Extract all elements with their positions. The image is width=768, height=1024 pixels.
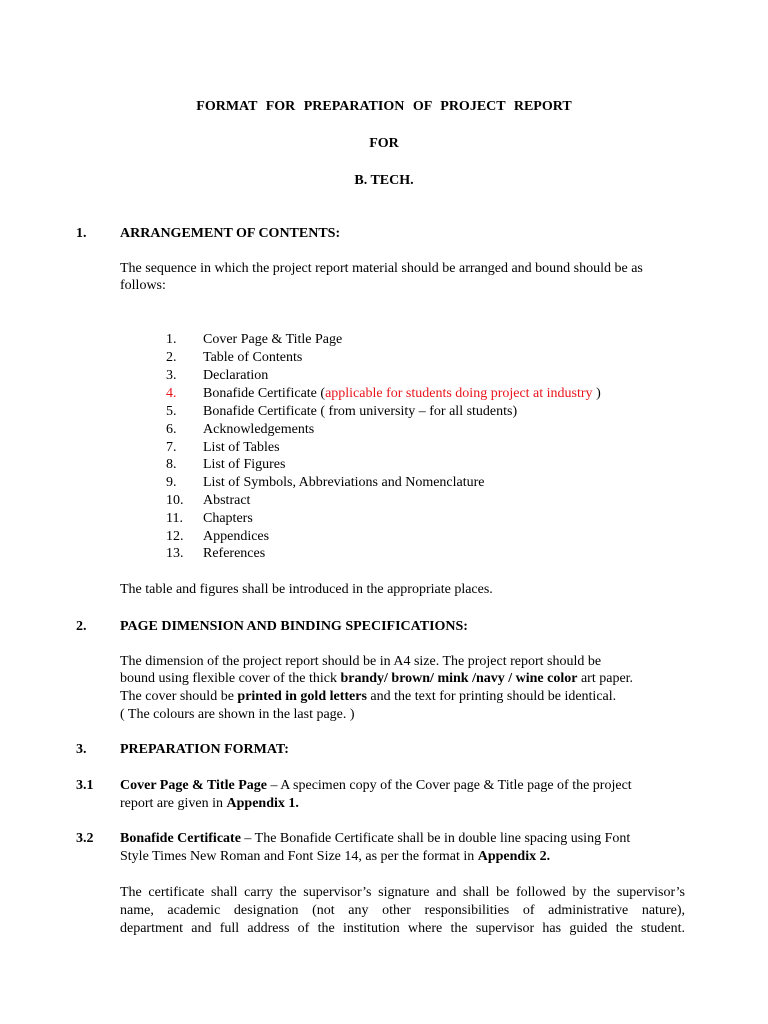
document-title-for: FOR — [369, 136, 399, 151]
certificate-para-line3: department and full address of the institution where the supervisor has guided the student. — [120, 921, 685, 936]
text-run: Style Times New Roman and Font Size 14, as per the format in — [120, 849, 478, 864]
section-2-number: 2. — [76, 619, 87, 634]
section-3-2-line2 — [120, 849, 550, 865]
text-run: – A specimen copy of the Cover page & Title page of the project — [266, 778, 632, 793]
section-1-intro-line2: follows: — [120, 278, 166, 293]
list-item-number: 5. — [166, 404, 177, 419]
section-2-line3 — [120, 689, 616, 705]
list-item-number: 11. — [166, 511, 183, 526]
section-2-heading: PAGE DIMENSION AND BINDING SPECIFICATIONS: — [120, 619, 468, 634]
list-item-number: 13. — [166, 546, 184, 561]
list-item: List of Tables — [203, 440, 280, 455]
list-item-number: 3. — [166, 368, 177, 383]
list-item-number: 6. — [166, 422, 177, 437]
section-1-number: 1. — [76, 226, 87, 241]
list-item-close: ) — [592, 386, 601, 401]
list-item-number: 12. — [166, 529, 184, 544]
list-item: Bonafide Certificate ( from university – for all students) — [203, 404, 518, 419]
list-item: Appendices — [203, 529, 270, 544]
certificate-para-line1: The certificate shall carry the supervisor’s signature and shall be followed by the supervisor’s — [120, 885, 685, 900]
section-3-heading: PREPARATION FORMAT: — [120, 742, 289, 757]
certificate-para-line2: name, academic designation (not any other responsibilities of administrative nature), — [120, 903, 685, 918]
section-1-heading: ARRANGEMENT OF CONTENTS: — [120, 226, 341, 241]
section-3-1-number: 3.1 — [76, 778, 94, 793]
text-run: bound using flexible cover of the thick — [120, 671, 341, 686]
list-item-number: 9. — [166, 475, 177, 490]
section-3-1-line1 — [120, 778, 632, 794]
section-2-line4: ( The colours are shown in the last page. ) — [120, 707, 355, 722]
subheading: Bonafide Certificate — [120, 831, 241, 846]
list-item: References — [203, 546, 266, 561]
list-item: Chapters — [203, 511, 253, 526]
bold-gold-letters: printed in gold letters — [237, 689, 367, 704]
section-2-line2 — [120, 671, 633, 687]
text-run: – The Bonafide Certificate shall be in double line spacing using Font — [240, 831, 631, 846]
section-3-number: 3. — [76, 742, 87, 757]
list-item: Acknowledgements — [203, 422, 315, 437]
text-run: and the text for printing should be identical. — [366, 689, 617, 704]
list-item-number: 7. — [166, 440, 177, 455]
list-item-number: 8. — [166, 457, 177, 472]
list-item-number: 2. — [166, 350, 177, 365]
list-item-number: 1. — [166, 332, 177, 347]
document-title: FORMAT FOR PREPARATION OF PROJECT REPORT — [196, 99, 572, 114]
section-3-2-line1 — [120, 831, 630, 847]
document-title-degree: B. TECH. — [354, 173, 414, 188]
list-item: Abstract — [203, 493, 251, 508]
subheading: Cover Page & Title Page — [120, 778, 267, 793]
list-item-note: applicable for students doing project at industry — [325, 386, 593, 401]
list-item: Declaration — [203, 368, 269, 383]
bold-colors: brandy/ brown/ mink /navy / wine color — [340, 671, 578, 686]
list-item: Table of Contents — [203, 350, 303, 365]
list-item — [203, 386, 601, 402]
list-item-text: Bonafide Certificate ( — [203, 386, 326, 401]
text-run: report are given in — [120, 796, 227, 811]
section-3-1-line2 — [120, 796, 299, 812]
section-1-closing: The table and figures shall be introduced in the appropriate places. — [120, 582, 493, 597]
list-item: Cover Page & Title Page — [203, 332, 343, 347]
text-run: art paper. — [577, 671, 634, 686]
appendix-ref: Appendix 1. — [226, 796, 299, 811]
appendix-ref: Appendix 2. — [477, 849, 551, 864]
list-item: List of Symbols, Abbreviations and Nomenclature — [203, 475, 485, 490]
section-3-2-number: 3.2 — [76, 831, 94, 846]
section-1-intro-line1: The sequence in which the project report material should be arranged and bound should be as — [120, 261, 643, 276]
list-item-number: 4. — [166, 386, 177, 401]
list-item-number: 10. — [166, 493, 184, 508]
text-run: The cover should be — [120, 689, 238, 704]
list-item: List of Figures — [203, 457, 286, 472]
section-2-line1: The dimension of the project report should be in A4 size. The project report should be — [120, 654, 602, 669]
